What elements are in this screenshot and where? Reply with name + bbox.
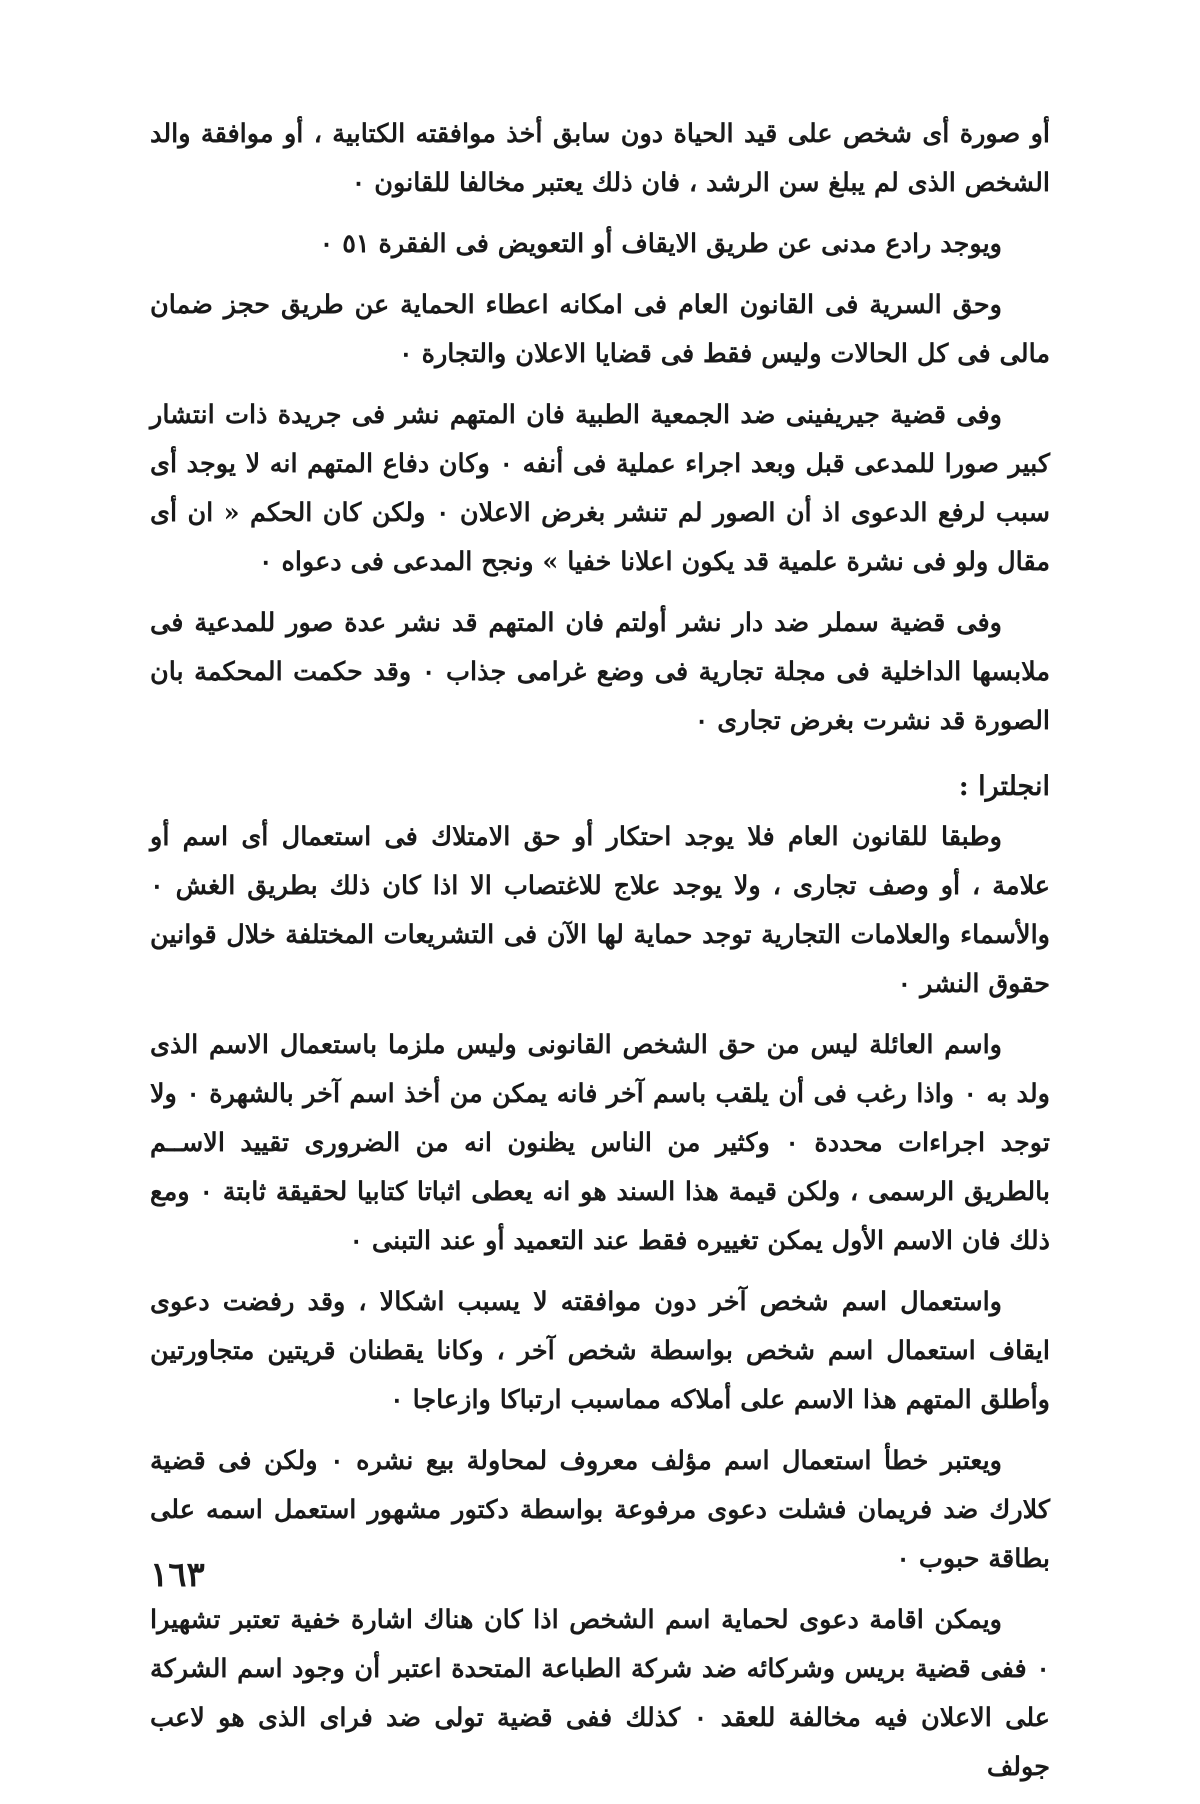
paragraph-9: ويعتبر خطأ استعمال اسم مؤلف معروف لمحاولة بيع نشره ٠ ولكن فى قضية كلارك ضد فريمان فشلت دعوى مرفوعة بواسطة دكتور مشهور استعمل اسمه على بطاقة حبوب ٠	[150, 1446, 1050, 1574]
paragraph-1: أو صورة أى شخص على قيد الحياة دون سابق أخذ موافقته الكتابية ، أو موافقة والد الشخص الذى لم يبلغ سن الرشد ، فان ذلك يعتبر مخالفا للقانون ٠	[150, 119, 1050, 198]
page-body	[150, 110, 1050, 1804]
paragraph-2: ويوجد رادع مدنى عن طريق الايقاف أو التعويض فى الفقرة ٥١ ٠	[319, 229, 1002, 259]
paragraph-4: وفى قضية جيريفينى ضد الجمعية الطبية فان المتهم نشر فى جريدة ذات انتشار كبير صورا للمدعى قبل وبعد اجراء عملية فى أنفه ٠ وكان دفاع المتهم انه لا يوجد أى سبب لرفع الدعوى اذ أن الصور لم تنشر بغرض الاعلان ٠ ولكن كان الحكم « ان أى مقال ولو فى نشرة علمية قد يكون اعلانا خفيا » ونجح المدعى فى دعواه ٠	[150, 400, 1051, 577]
section-heading: انجلترا :	[958, 771, 1050, 802]
paragraph-5: وفى قضية سملر ضد دار نشر أولتم فان المتهم قد نشر عدة صور للمدعية فى ملابسها الداخلية فى مجلة تجارية فى وضع غرامى جذاب ٠ وقد حكمت المحكمة بان الصورة قد نشرت بغرض تجارى ٠	[150, 608, 1050, 736]
paragraph-10: ويمكن اقامة دعوى لحماية اسم الشخص اذا كان هناك اشارة خفية تعتبر تشهيرا ٠ ففى قضية بريس وشركائه ضد شركة الطباعة المتحدة اعتبر أن وجود اسم الشركة على الاعلان فيه مخالفة للعقد ٠ كذلك ففى قضية تولى ضد فراى الذى هو لاعب جولف	[150, 1605, 1051, 1782]
paragraph-8: واستعمال اسم شخص آخر دون موافقته لا يسبب اشكالا ، وقد رفضت دعوى ايقاف استعمال اسم شخص بواسطة شخص آخر ، وكانا يقطنان قريتين متجاورتين وأطلق المتهم هذا الاسم على أملاكه مماسبب ارتباكا وازعاجا ٠	[150, 1287, 1050, 1415]
paragraph-6: وطبقا للقانون العام فلا يوجد احتكار أو حق الامتلاك فى استعمال أى اسم أو علامة ، أو وصف تجارى ، ولا يوجد علاج للاغتصاب الا اذا كان ذلك بطريق الغش ٠ والأسماء والعلامات التجارية توجد حماية لها الآن فى التشريعات المختلفة خلال قوانين حقوق النشر ٠	[150, 822, 1050, 999]
paragraph-7: واسم العائلة ليس من حق الشخص القانونى وليس ملزما باستعمال الاسم الذى ولد به ٠ واذا رغب فى أن يلقب باسم آخر فانه يمكن من أخذ اسم آخر بالشهرة ٠ ولا توجد اجراءات محددة ٠ وكثير من الناس يظنون انه من الضرورى تقييد الاســم بالطريق الرسمى ، ولكن قيمة هذا السند هو انه يعطى اثباتا كتابيا لحقيقة ثابتة ٠ ومع ذلك فان الاسم الأول يمكن تغييره فقط عند التعميد أو عند التبنى ٠	[150, 1030, 1050, 1256]
page-number: ١٦٣	[150, 1555, 205, 1595]
paragraph-3: وحق السرية فى القانون العام فى امكانه اعطاء الحماية عن طريق حجز ضمان مالى فى كل الحالات وليس فقط فى قضايا الاعلان والتجارة ٠	[150, 290, 1050, 369]
